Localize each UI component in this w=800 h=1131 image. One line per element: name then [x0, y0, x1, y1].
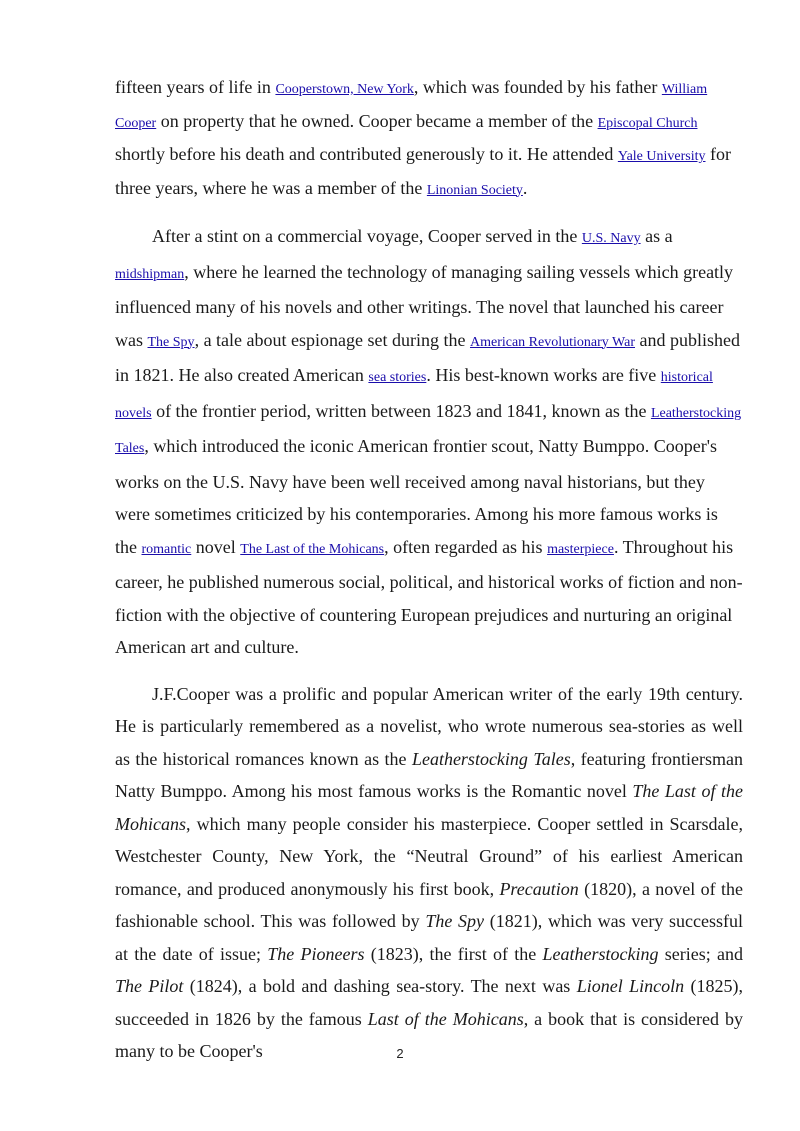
text-run: , which many people consider his masterpiece. Cooper settled in Scarsdale, Westchester County, New York, the “Neutral Ground” of his earliest American romance, and produced anonymously his first book, [115, 813, 743, 899]
italic-title: Precaution [499, 878, 579, 899]
text-run: , featuring frontiersman Natty Bumppo. Among his most famous works is the Romantic novel [115, 748, 743, 801]
page-number: 2 [396, 1046, 404, 1061]
text-run: . His best-known works are five [426, 365, 661, 385]
link-the-spy[interactable]: The Spy [147, 334, 195, 350]
italic-title: Lionel Lincoln [576, 976, 685, 996]
text-run: , a book that is considered by many to be Cooper's [115, 1008, 743, 1061]
text-run: shortly before his death and contributed generously to it. He attended [115, 144, 618, 164]
link-linonian-text: Linonian [426, 182, 478, 198]
text-run: (1821), which was very successful at the date of issue; [115, 911, 743, 964]
text-run: and published in 1821. He also created American [115, 329, 740, 385]
link-leatherstocking-tales[interactable]: Leatherstocking Tales [115, 405, 742, 456]
text-run: (1823), the first of the [364, 943, 543, 964]
link-cooperstown[interactable]: Cooperstown, New York [275, 82, 414, 97]
text-run: novel [191, 536, 241, 557]
link-last-of-the-mohicans[interactable]: The Last of the Mohicans [240, 541, 385, 557]
link-sea-stories[interactable]: sea stories [368, 370, 427, 385]
text-run: on property that he owned. Cooper became a member of the [156, 110, 598, 131]
link-midshipman[interactable]: midshipman [115, 266, 185, 282]
link-yale-university[interactable]: Yale University [617, 149, 706, 164]
text-run: (1824), a bold and dashing sea-story. The next was [183, 976, 577, 996]
paragraph-1 [115, 72, 743, 206]
text-run: , often regarded as his [384, 536, 548, 557]
text-run: . Throughout his career, he published numerous social, political, and historical works of fiction and non-fiction with the objective of countering European prejudices and nurturing an original American art and culture. [115, 536, 743, 657]
link-masterpiece[interactable]: masterpiece [547, 541, 614, 557]
link-american-revolutionary-war[interactable]: American Revolutionary War [469, 334, 635, 350]
text-run: of the frontier period, written between 1823 and 1841, known as the [151, 400, 651, 421]
text-run: (1820), a novel of the fashionable school. This was followed by [115, 878, 743, 931]
text-run: . [522, 177, 528, 198]
text-run: After a stint on a commercial voyage, Cooper served in the [152, 226, 582, 246]
text-run: fifteen years of life in [115, 77, 276, 97]
text-run: J.F.Cooper was a prolific and popular American writer of the early 19th century. He is particularly remembered as a novelist, who wrote numerous sea-stories as well as the historical romances known as the [115, 683, 743, 769]
italic-title: Leatherstocking Tales [411, 748, 571, 769]
text-run: , a tale about espionage set during the [194, 329, 470, 350]
link-episcopal-church[interactable]: Episcopal Church [597, 115, 698, 131]
text-run: , where he learned the technology of managing sailing vessels which greatly influenced many of his novels and other writings. The novel that launched his career was [115, 261, 734, 350]
italic-title: The Pioneers [267, 943, 365, 964]
italic-title: The Spy [425, 911, 485, 931]
italic-title: Leatherstocking [542, 943, 659, 964]
link-us-navy[interactable]: U.S. Navy [581, 231, 641, 246]
italic-title: The Last of the Mohicans [115, 781, 743, 834]
link-romantic[interactable]: romantic [141, 541, 192, 557]
paragraph-3 [115, 678, 743, 1068]
text-run: for three years, where he was a member of the [115, 144, 731, 198]
text-run: , which was founded by his father [413, 77, 662, 97]
text-run: series; and [658, 943, 743, 964]
text-run: , which introduced the iconic American frontier scout, Natty Bumppo. Cooper's works on the U.S. Navy have been well received among naval historians, but they were sometimes criticized by his contemporaries. Among his more famous works is the [115, 436, 718, 557]
text-run: (1825), succeeded in 1826 by the famous [115, 976, 743, 1029]
document-page [115, 72, 743, 1068]
link-society-text: Society [477, 182, 523, 198]
text-run: as a [640, 226, 673, 246]
link-linonian-society[interactable] [427, 183, 523, 198]
italic-title: The Pilot [115, 976, 184, 996]
link-historical-novels[interactable]: historical novels [115, 370, 713, 421]
italic-title: Last of the Mohicans [367, 1008, 524, 1029]
link-william-cooper[interactable]: William Cooper [115, 82, 708, 131]
paragraph-2 [115, 220, 743, 664]
